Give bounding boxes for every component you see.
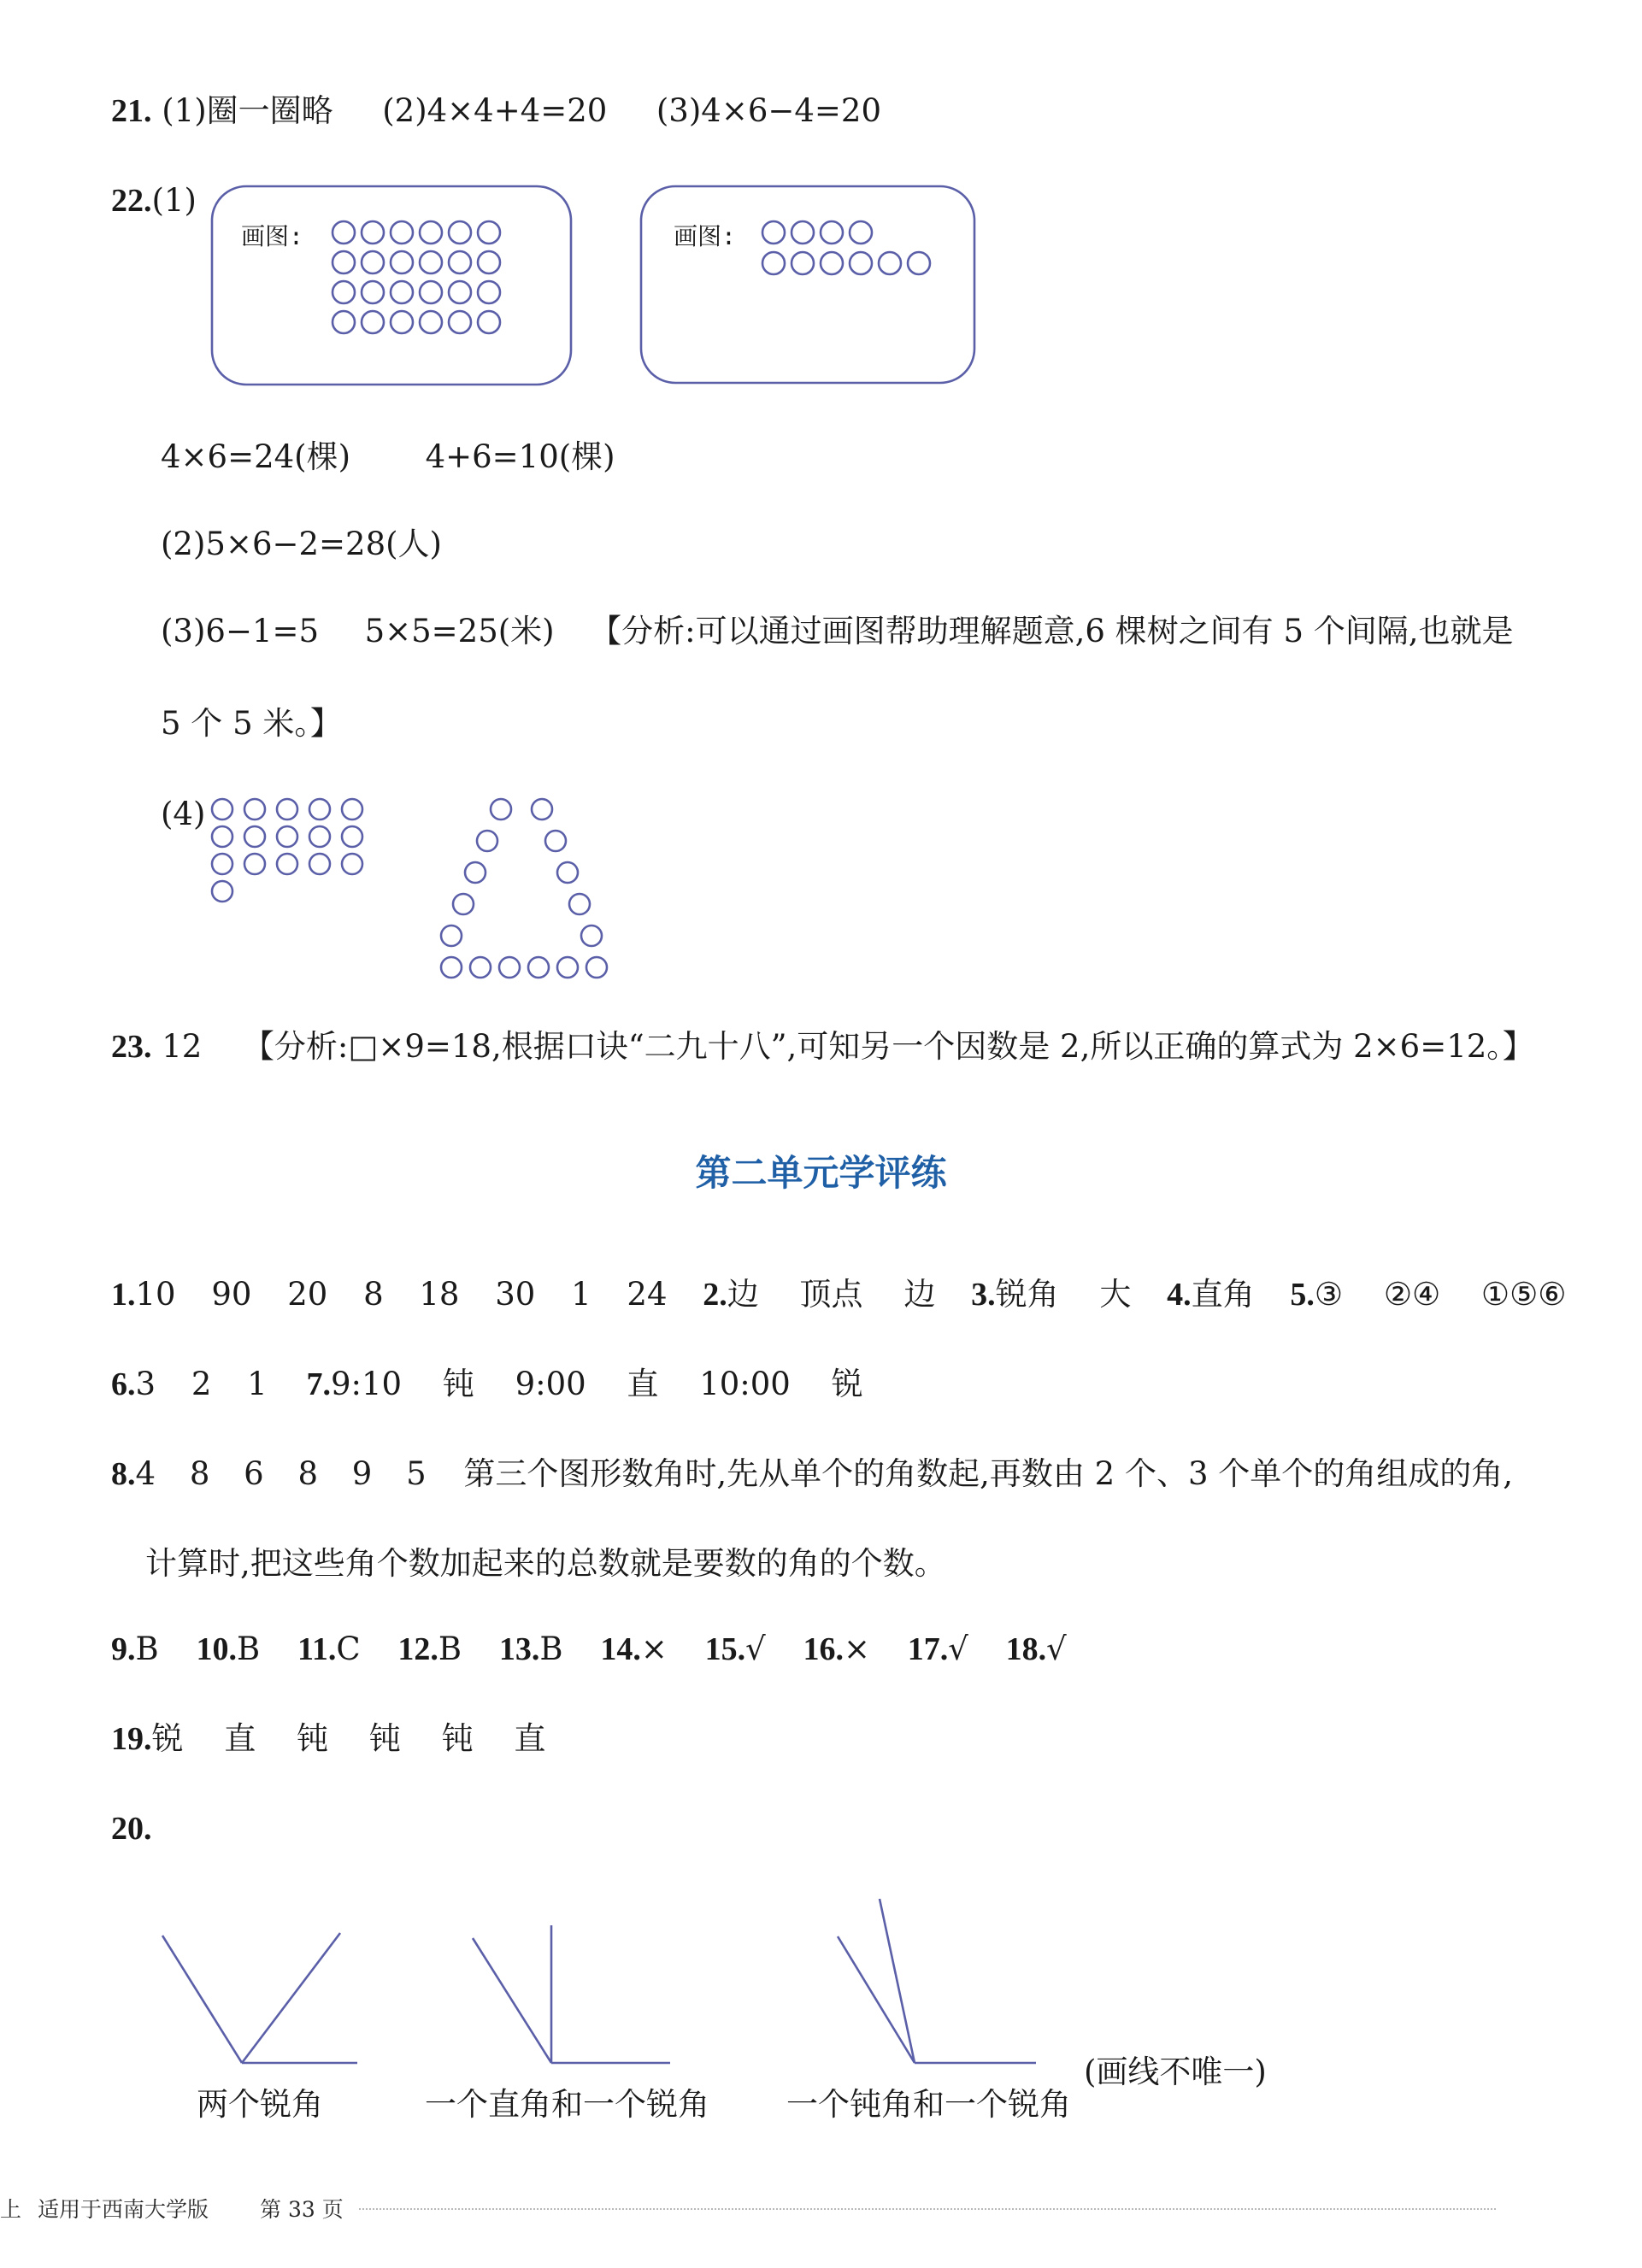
q-number: 11. <box>297 1631 337 1667</box>
q21-line <box>111 90 881 132</box>
q6-answer: 1 <box>247 1366 268 1402</box>
q20-caption-1: 两个锐角 <box>197 2086 323 2123</box>
q22-part3-analysis-cont: 5 个 5 米。】 <box>161 705 342 742</box>
q5-answer: ③ <box>1314 1276 1344 1313</box>
q-answer: C <box>336 1630 361 1667</box>
q8-explanation-cont: 计算时,把这些角个数加起来的总数就是要数的角的个数。 <box>145 1545 946 1582</box>
q6-answer: 2 <box>191 1366 212 1402</box>
q-number: 18. <box>1005 1631 1047 1667</box>
q19-answer: 钝 <box>368 1720 401 1757</box>
q2-answer: 边 <box>903 1276 936 1313</box>
q-number: 14. <box>600 1631 641 1667</box>
q19-answer: 直 <box>224 1720 256 1757</box>
q21-number: 21. <box>111 93 152 129</box>
q-answer: × <box>843 1630 870 1667</box>
q20-angle-drawings <box>0 1880 1642 2102</box>
q20-caption-2: 一个直角和一个锐角 <box>425 2086 709 2123</box>
q7-answer: 锐 <box>831 1366 863 1402</box>
q-answer: √ <box>1046 1630 1067 1667</box>
footer-divider <box>359 2208 1496 2210</box>
angle-obtuse-and-acute <box>838 1899 1036 2063</box>
q1-answer: 20 <box>287 1276 328 1313</box>
q-number: 15. <box>704 1631 746 1667</box>
q2-number: 2. <box>703 1277 727 1313</box>
q8-explanation: 第三个图形数角时,先从单个的角数起,再数由 2 个、3 个单个的角组成的角, <box>463 1455 1514 1492</box>
q4-answer: 直角 <box>1191 1276 1255 1313</box>
q-answer: B <box>135 1630 159 1667</box>
q22-eq1: 4×6=24(棵) <box>161 438 351 475</box>
q19-number: 19. <box>111 1721 152 1757</box>
q-number: 12. <box>397 1631 438 1667</box>
q3-answer: 锐角 <box>995 1276 1059 1313</box>
q-answer: √ <box>745 1630 766 1667</box>
drawing-box-border <box>212 186 571 385</box>
q6-answer: 3 <box>135 1366 156 1402</box>
q7-answer: 直 <box>627 1366 659 1402</box>
q7-number: 7. <box>306 1366 331 1402</box>
q2-answer: 顶点 <box>799 1276 863 1313</box>
q-answer: × <box>640 1630 668 1667</box>
q-number: 17. <box>907 1631 949 1667</box>
q7-answer: 9:10 <box>330 1366 403 1402</box>
q1-answer: 18 <box>419 1276 460 1313</box>
q22-draw-label-left: 画图: <box>241 222 303 250</box>
q1-answer: 90 <box>211 1276 252 1313</box>
q22-header <box>111 179 197 222</box>
q-number: 10. <box>196 1631 237 1667</box>
q2-answer: 边 <box>727 1276 759 1313</box>
q22-part4-label: (4) <box>161 796 206 832</box>
q20-number <box>111 1807 152 1850</box>
q5-answer: ①⑤⑥ <box>1480 1276 1567 1313</box>
footer-edge-char: 上 <box>0 2197 22 2222</box>
q19-answer: 钝 <box>441 1720 474 1757</box>
answers-row-1 <box>111 1273 1566 1316</box>
q3-number: 3. <box>971 1277 996 1313</box>
q19-answer: 锐 <box>151 1720 184 1757</box>
q7-answer: 10:00 <box>699 1366 791 1402</box>
section-title: 第二单元学评练 <box>695 1152 947 1194</box>
q23-line <box>111 1025 1534 1068</box>
q-number: 13. <box>498 1631 540 1667</box>
q8-answer: 8 <box>297 1455 318 1492</box>
answers-row-2 <box>111 1363 863 1406</box>
q22-eq2: 4+6=10(棵) <box>425 438 615 475</box>
q8-answer: 6 <box>244 1455 264 1492</box>
q1-answer: 10 <box>135 1276 176 1313</box>
angle-two-acute <box>162 1933 357 2063</box>
q22-part3 <box>161 610 1514 653</box>
q7-answer: 钝 <box>442 1366 474 1402</box>
q23-number: 23. <box>111 1029 152 1065</box>
q19-line <box>111 1718 545 1760</box>
q19-answer: 钝 <box>297 1720 329 1757</box>
q-answer: √ <box>948 1630 968 1667</box>
q-answer: B <box>236 1630 261 1667</box>
q8-answer: 8 <box>189 1455 210 1492</box>
q22-part1-label: (1) <box>151 182 197 219</box>
q22-part3-eq1: (3)6−1=5 <box>161 613 320 649</box>
q5-number: 5. <box>1290 1277 1315 1313</box>
q22-part4-circle-pattern-triangle <box>427 790 641 987</box>
q20-caption-3: 一个钝角和一个锐角 <box>786 2086 1071 2123</box>
answers-row-3 <box>111 1628 1067 1671</box>
q8-answer: 9 <box>351 1455 373 1492</box>
q19-answer: 直 <box>514 1720 546 1757</box>
q20-note: (画线不唯一) <box>1084 2054 1267 2090</box>
q21-part2: (2)4×4+4=20 <box>382 92 608 129</box>
q-number: 9. <box>111 1631 136 1667</box>
q-answer: B <box>539 1630 563 1667</box>
q7-answer: 9:00 <box>515 1366 586 1402</box>
circle-grid-4x6 <box>333 221 500 333</box>
q5-answer: ②④ <box>1383 1276 1441 1313</box>
q1-answer: 1 <box>571 1276 591 1313</box>
q8-line <box>111 1453 1513 1495</box>
q22-part4-circle-pattern-left <box>202 790 385 910</box>
footer-edition: 适用于西南大学版 <box>38 2197 209 2222</box>
q3-answer: 大 <box>1099 1276 1132 1313</box>
q6-number: 6. <box>111 1366 136 1402</box>
footer-page-number: 第 33 页 <box>260 2197 344 2222</box>
q23-analysis: 【分析:□×9=18,根据口诀“二九十八”,可知另一个因数是 2,所以正确的算式为 2×6=12。】 <box>242 1028 1534 1065</box>
q22-drawing-box-left <box>205 181 581 391</box>
q22-part2: (2)5×6−2=28(人) <box>161 526 442 562</box>
q-number: 16. <box>803 1631 844 1667</box>
q20-number-text: 20. <box>111 1811 152 1847</box>
angle-right-and-acute <box>473 1925 670 2063</box>
q4-number: 4. <box>1167 1277 1192 1313</box>
q21-part3: (3)4×6−4=20 <box>656 92 881 129</box>
q1-answer: 24 <box>627 1276 668 1313</box>
q-answer: B <box>438 1630 462 1667</box>
q22-drawing-box-right <box>634 181 985 391</box>
q8-number: 8. <box>111 1456 136 1492</box>
q23-answer: 12 <box>162 1028 203 1065</box>
q22-number: 22. <box>111 183 152 219</box>
q21-part1: (1)圈一圈略 <box>162 92 333 129</box>
q8-answer: 4 <box>135 1455 156 1492</box>
q1-answer: 8 <box>363 1276 384 1313</box>
q22-equations <box>161 436 615 479</box>
q22-draw-label-right: 画图: <box>674 222 736 250</box>
q22-part3-eq2: 5×5=25(米) <box>364 613 555 649</box>
circle-rows-4-and-6 <box>762 221 930 274</box>
drawing-box-border <box>641 186 974 383</box>
q8-answer: 5 <box>406 1455 427 1492</box>
q1-number: 1. <box>111 1277 136 1313</box>
q22-part3-analysis: 【分析:可以通过画图帮助理解题意,6 棵树之间有 5 个间隔,也就是 <box>590 613 1514 649</box>
q1-answer: 30 <box>495 1276 536 1313</box>
